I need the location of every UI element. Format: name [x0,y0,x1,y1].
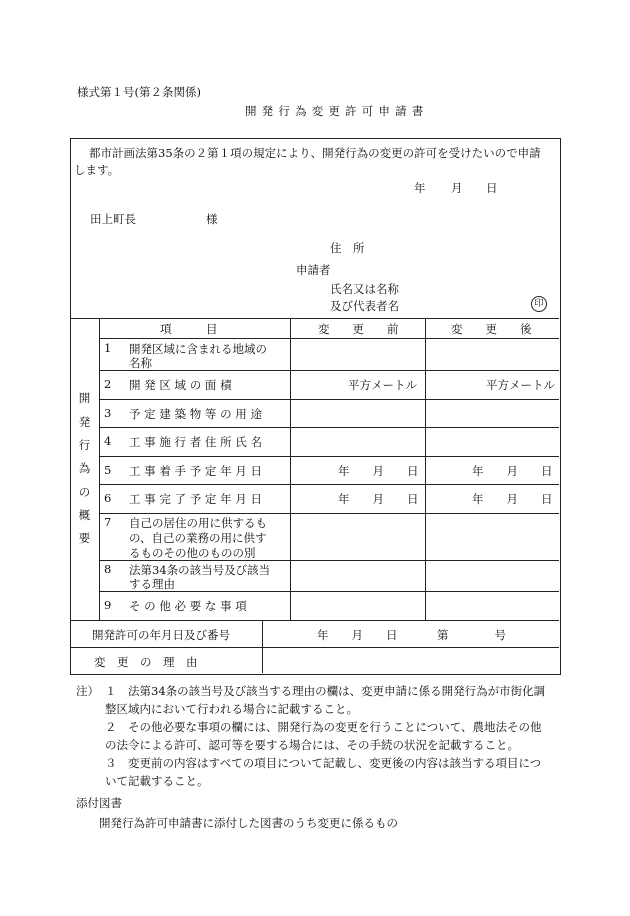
name-label: 氏名又は名称 [330,282,399,296]
note-1: １ 法第34条の該当号及び該当する理由の欄は、変更申請に係る開発行為が市街化調 [105,684,546,698]
divider [70,620,559,621]
note-2: ２ その他必要な事項の欄には、開発行為の変更を行うことについて、農地法その他 [105,720,542,734]
permit-number: 第 号 [437,628,506,642]
permit-label: 開発許可の年月日及び番号 [92,628,230,642]
row-item-label: する理由 [129,577,175,591]
form-number: 様式第１号(第２条関係) [77,85,201,99]
notes-lead: 注） [76,684,99,698]
divider [290,318,291,620]
row-item-label: 自己の居住の用に供するも [129,516,267,530]
attachments-text: 開発行為許可申請書に添付した図書のうち変更に係るもの [99,816,398,830]
addressee: 田上町長 [90,212,136,226]
header-before: 変 更 前 [318,322,399,336]
side-label-char: 発 [78,414,91,429]
divider [70,647,559,648]
divider [99,427,559,428]
row-number: 7 [104,515,112,529]
row-number: 2 [104,377,112,391]
row-number: 6 [104,491,112,505]
attachments-heading: 添付図書 [76,796,122,810]
row-item-label: 開発区域に含まれる地域の [129,342,267,356]
date-day: 日 [486,181,498,195]
row-item-label: 名称 [129,356,152,370]
page-title: 開発行為変更許可申請書 [245,104,429,118]
row-number: 9 [104,598,112,612]
header-after: 変 更 後 [451,322,532,336]
row-item-label: 開発区域の面積 [129,378,236,392]
divider [99,513,559,514]
intro-text-line2: します。 [74,163,120,177]
permit-date: 年 月 日 [317,628,398,642]
note-2-cont: の法令による許可、認可等を要する場合には、その手続の状況を記載すること。 [105,738,519,752]
end-date-after: 年 月 日 [472,492,553,506]
divider [99,370,559,371]
overview-side-label [70,318,99,620]
row-item-label: その他必要な事項 [129,599,251,613]
start-date-after: 年 月 日 [472,464,553,478]
side-label-char: の [78,484,91,499]
divider [99,318,100,620]
divider [99,484,559,485]
divider [425,318,426,620]
applicant-label: 申請者 [296,263,331,277]
row-item-label: の、自己の業務の用に供す [129,531,267,545]
date-year: 年 [414,181,426,195]
side-label-char: 為 [78,461,91,476]
honorific: 様 [206,212,218,226]
header-item: 項 目 [160,322,218,336]
row-number: 8 [104,562,112,576]
row-item-label: るものその他のものの別 [129,546,256,560]
reason-label: 変 更 の 理 由 [94,655,198,669]
area-after: 平方メートル [486,378,555,392]
row-item-label: 法第34条の該当号及び該当 [129,563,271,577]
side-label-char: 概 [78,507,91,522]
seal-mark: 印 [531,296,547,312]
note-3-cont: いて記載すること。 [105,774,209,788]
start-date-before: 年 月 日 [338,464,419,478]
side-label-char: 行 [78,438,91,453]
row-item-label: 予定建築物等の用途 [129,407,266,421]
area-before: 平方メートル [348,378,417,392]
side-label-char: 要 [78,531,91,546]
note-3: ３ 変更前の内容はすべての項目について記載し、変更後の内容は該当する項目につ [105,756,542,770]
divider [99,338,559,339]
representative-label: 及び代表者名 [330,299,399,313]
end-date-before: 年 月 日 [338,492,419,506]
address-label: 住 所 [330,241,365,255]
row-number: 5 [104,463,112,477]
intro-text-line1: 都市計画法第35条の２第１項の規定により、開発行為の変更の許可を受けたいので申請 [89,146,541,160]
side-label-char: 開 [78,391,91,406]
divider [70,318,559,319]
row-number: 4 [104,434,112,448]
row-number: 3 [104,406,112,420]
divider [99,399,559,400]
row-item-label: 工事完了予定年月日 [129,492,266,506]
row-item-label: 工事着手予定年月日 [129,464,266,478]
row-item-label: 工事施行者住所氏名 [129,435,266,449]
date-month: 月 [451,181,463,195]
divider [99,456,559,457]
note-1-cont: 整区域内において行われる場合に記載すること。 [105,702,358,716]
row-number: 1 [104,341,112,355]
divider [262,620,263,673]
